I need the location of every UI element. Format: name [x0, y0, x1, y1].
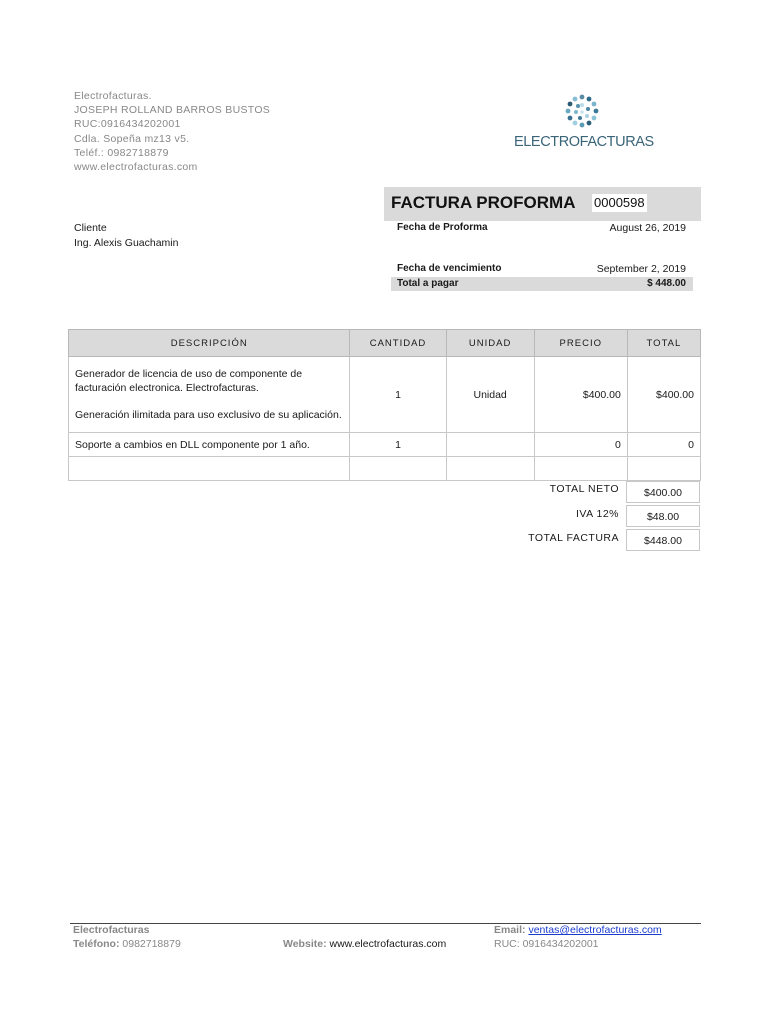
- invoice-title: FACTURA PROFORMA: [391, 193, 576, 212]
- total-neto-value: $400.00: [626, 481, 700, 503]
- footer-website-label: Website:: [283, 938, 327, 950]
- total-to-pay-row: [391, 277, 693, 291]
- client-label: Cliente: [74, 222, 107, 234]
- footer-phone-value: 0982718879: [122, 938, 181, 950]
- row-unit: [446, 433, 534, 457]
- row-price: $400.00: [534, 357, 627, 433]
- invoice-number: 0000598: [594, 195, 645, 210]
- total-factura-value: $448.00: [626, 529, 700, 551]
- total-neto-label: TOTAL NETO: [549, 483, 619, 495]
- due-date-label: Fecha de vencimiento: [397, 263, 502, 274]
- header-total: TOTAL: [627, 330, 700, 357]
- row-quantity: 1: [350, 433, 446, 457]
- company-phone: Teléf.: 0982718879: [74, 146, 169, 159]
- row-description: Soporte a cambios en DLL componente por 1 año.: [69, 433, 350, 457]
- items-table: [68, 329, 701, 481]
- header-unit: UNIDAD: [446, 330, 534, 357]
- header-description: DESCRIPCIÓN: [69, 330, 350, 357]
- company-owner: JOSEPH ROLLAND BARROS BUSTOS: [74, 104, 271, 117]
- row-description: [69, 357, 350, 433]
- row-unit: Unidad: [446, 357, 534, 433]
- row-total: 0: [627, 433, 700, 457]
- logo-text: ELECTROFACTURAS: [514, 134, 654, 150]
- row-description-line: Generación ilimitada para uso exclusivo de su aplicación.: [75, 409, 342, 421]
- footer-email-label: Email:: [494, 924, 526, 936]
- footer-phone-label: Teléfono:: [73, 938, 120, 950]
- total-to-pay-value: $ 448.00: [647, 278, 686, 289]
- footer-email-link[interactable]: ventas@electrofacturas.com: [528, 924, 662, 936]
- row-description-line: Generador de licencia de uso de componente de facturación electronica. Electrofacturas.: [75, 368, 303, 394]
- client-name: Ing. Alexis Guachamin: [74, 237, 179, 249]
- iva-value: $48.00: [626, 505, 700, 527]
- table-row-empty: [69, 457, 701, 481]
- row-price: 0: [534, 433, 627, 457]
- table-row: [69, 433, 701, 457]
- total-to-pay-label: Total a pagar: [397, 278, 459, 289]
- footer-phone: [73, 938, 181, 950]
- company-website: www.electrofacturas.com: [74, 161, 198, 174]
- company-ruc: RUC:0916434202001: [74, 118, 181, 131]
- footer-company: [73, 924, 149, 936]
- company-logo: [512, 92, 652, 156]
- due-date-value: September 2, 2019: [596, 263, 686, 275]
- row-total: $400.00: [627, 357, 700, 433]
- company-info: [74, 89, 270, 174]
- table-header-row: [69, 330, 701, 357]
- footer-company-name: Electrofacturas: [73, 924, 150, 936]
- invoice-title-box: [384, 187, 701, 221]
- footer-website-value: www.electrofacturas.com: [329, 938, 447, 950]
- row-quantity: 1: [350, 357, 446, 433]
- proforma-date-label: Fecha de Proforma: [397, 222, 488, 233]
- footer-ruc: RUC: 0916434202001: [494, 938, 599, 950]
- proforma-date-value: August 26, 2019: [609, 222, 686, 234]
- header-quantity: CANTIDAD: [350, 330, 446, 357]
- footer-website: [283, 938, 446, 950]
- header-price: PRECIO: [534, 330, 627, 357]
- total-factura-label: TOTAL FACTURA: [528, 532, 619, 544]
- footer-email: [494, 924, 662, 936]
- iva-label: IVA 12%: [576, 508, 619, 520]
- table-row: [69, 357, 701, 433]
- logo-dots-icon: [512, 92, 652, 136]
- company-name: Electrofacturas.: [74, 90, 152, 102]
- company-address: Cdla. Sopeña mz13 v5.: [74, 132, 190, 145]
